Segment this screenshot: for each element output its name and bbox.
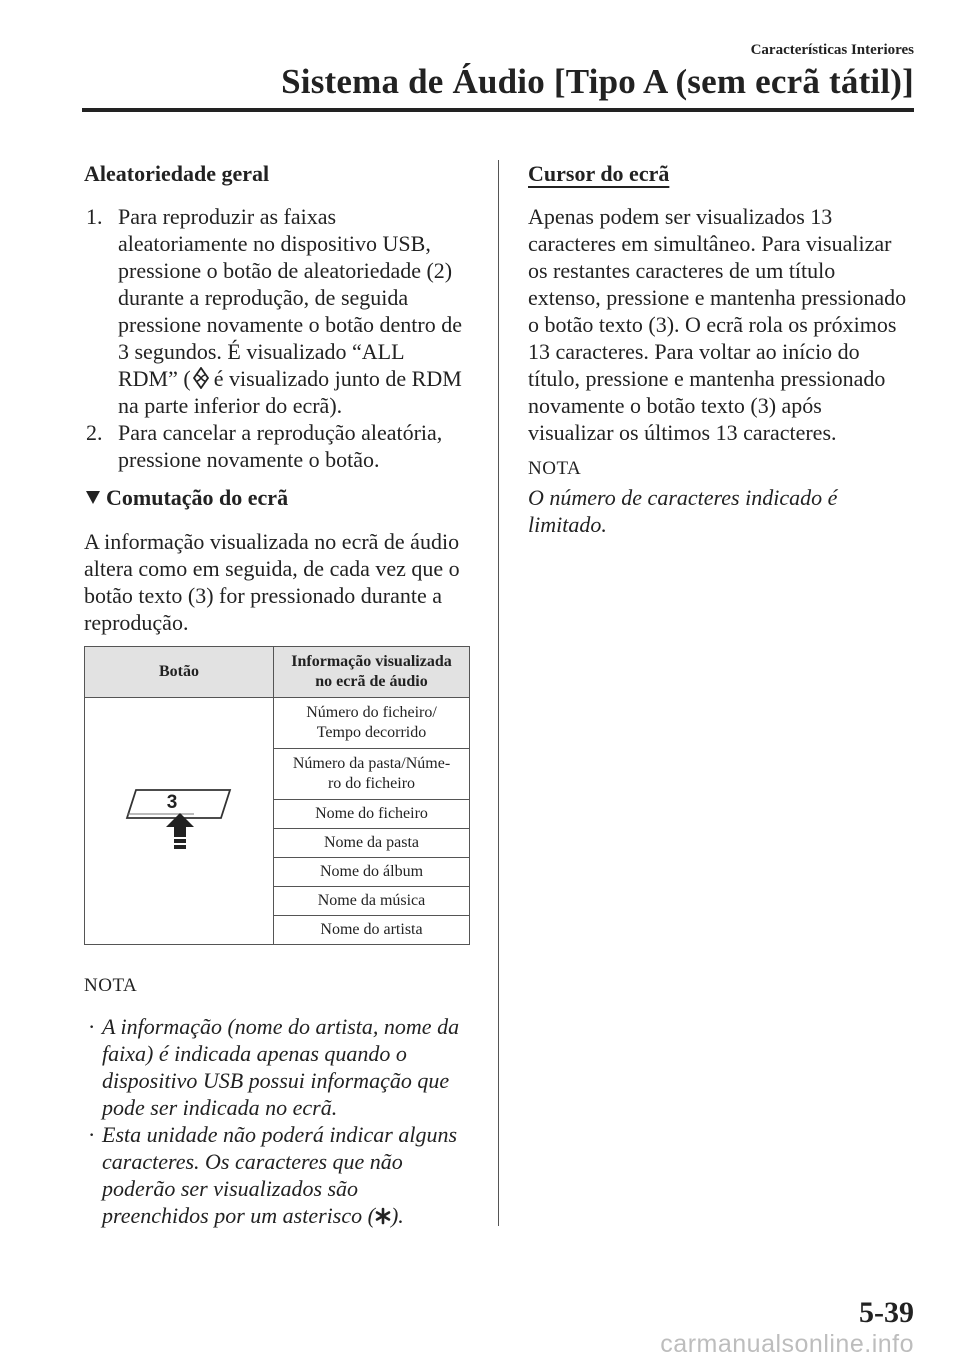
step-line: Para cancelar a reprodução aleatória, [118,420,443,445]
button-number-label: 3 [166,792,178,813]
table-cell: Nome do ficheiro [274,800,470,829]
bullet-dot: · [88,1014,96,1039]
subheading-comutacao: Comutação do ecrã [106,485,289,510]
page-title: Sistema de Áudio [Tipo A (sem ecrã tátil)] [281,62,914,101]
table-cell: Nome da pasta [274,829,470,858]
paragraph-line: altera como em seguida, de cada vez que o [84,556,460,581]
step-number: 1. [86,204,103,229]
step-line: na parte inferior do ecrã). [118,393,343,418]
bullet-line: Esta unidade não poderá indicar alguns [102,1122,458,1147]
bullet-line: caracteres. Os caracteres que não [102,1149,403,1174]
table-header-info [274,647,470,698]
table-cell: Nome do artista [274,916,470,945]
bullet-line: A informação (nome do artista, nome da [102,1014,460,1039]
heading-aleatoriedade: Aleatoriedade geral [84,161,270,186]
table-header-row [85,647,470,698]
heading-cursor: Cursor do ecrã [528,161,670,186]
paragraph-line: extenso, pressione e mantenha pressionado [528,285,907,310]
nota-label: NOTA [84,975,138,996]
bullet-dot: · [88,1122,96,1147]
paragraph-line: 13 caracteres. Para voltar ao início do [528,339,860,364]
step-line: Para reproduzir as faixas [118,204,337,229]
header-rule [82,108,914,112]
bullet-line: pode ser indicada no ecrã. [102,1095,338,1120]
triangle-down-icon [86,484,100,510]
table-header-button: Botão [85,647,274,698]
step-line: pressione o botão de aleatoriedade (2) [118,258,453,283]
paragraph-line: o botão texto (3). O ecrã rola os próximos [528,312,897,337]
header-line: no ecrã de áudio [315,673,428,690]
step-line-part: RDM” ( [118,366,191,391]
cell-line: ro do ficheiro [327,775,416,792]
step-line-part: é visualizado junto de RDM [213,366,462,391]
step-line: 3 segundos. É visualizado “ALL [118,339,405,364]
button-illustration-cell [85,698,274,945]
nota-line: limitado. [528,512,607,537]
paragraph-line: título, pressione e mantenha pressionado [528,366,886,391]
nota-label: NOTA [528,458,582,479]
watermark: carmanualsonline.info [660,1330,914,1358]
step-line: durante a reprodução, de seguida [118,285,409,310]
nota-line: O número de caracteres indicado é [528,485,838,510]
cell-line: Número do ficheiro/ [306,704,437,721]
bullet-line: poderão ser visualizados são [102,1176,359,1201]
bullet-line: faixa) é indicada apenas quando o [102,1041,407,1066]
table-cell [274,749,470,800]
step-line: pressione novamente o botão. [118,447,380,472]
column-divider [498,160,499,1226]
step-number: 2. [86,420,103,445]
paragraph-line: caracteres em simultâneo. Para visualizar [528,231,892,256]
paragraph-line: os restantes caracteres de um título [528,258,836,283]
cell-line: Número da pasta/Núme- [292,755,451,772]
asterisk-icon [375,1204,391,1231]
bullet-line: dispositivo USB possui informação que [102,1068,450,1093]
display-table [84,646,470,945]
cell-line: Tempo decorrido [316,724,427,741]
text-button-illustration [124,786,234,856]
bullet-line [102,1202,404,1231]
finger-press-icon [164,812,196,850]
paragraph-line: Apenas podem ser visualizados 13 [528,204,833,229]
paragraph-line: novamente o botão texto (3) após [528,393,822,418]
step-line: aleatoriamente no dispositivo USB, [118,231,431,256]
table-cell [274,698,470,749]
table-row [85,698,470,749]
paragraph-line: A informação visualizada no ecrã de áudio [84,529,460,554]
paragraph-line: botão texto (3) for pressionado durante a [84,583,442,608]
bullet-line-part: ). [390,1203,404,1228]
step-line: pressione novamente o botão dentro de [118,312,462,337]
step-line [118,365,462,395]
table-cell: Nome do álbum [274,858,470,887]
table-cell: Nome da música [274,887,470,916]
header-line: Informação visualizada [291,653,452,670]
subheading-row [86,484,288,511]
bullet-line-part: preenchidos por um asterisco ( [102,1203,375,1228]
paragraph-line: reprodução. [84,610,189,635]
page-number: 5-39 [859,1296,914,1329]
section-label: Características Interiores [750,42,914,58]
paragraph-line: visualizar os últimos 13 caracteres. [528,420,837,445]
shuffle-icon [192,367,210,395]
